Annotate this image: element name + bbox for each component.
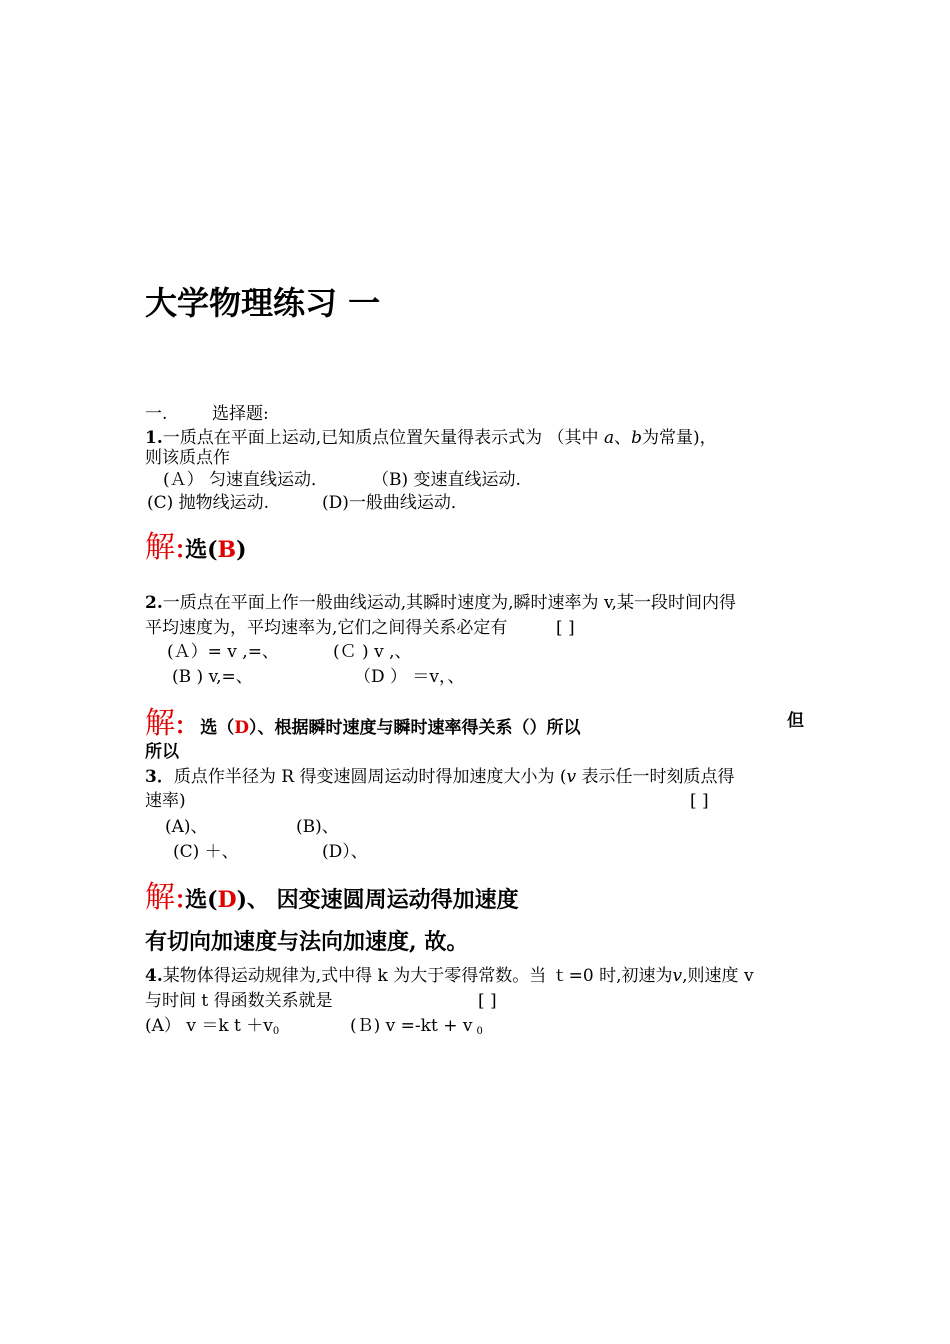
question-3-bracket: [ ]: [690, 791, 709, 811]
question-3-text-end: 表示任一时刻质点得: [576, 767, 735, 787]
variable-b: b: [631, 428, 642, 448]
question-1-sep: 、: [614, 428, 632, 448]
question-4-line-1: [145, 966, 754, 986]
question-3-option-d: (D）、: [322, 842, 368, 862]
question-3-option-c: (C) ＋、: [173, 842, 239, 862]
variable-a: a: [603, 428, 615, 448]
question-2-but: 但: [787, 711, 804, 731]
answer-choice: D: [217, 887, 237, 913]
question-2-option-c: (Ｃ ) v ,、: [333, 642, 412, 662]
question-4-option-a: [145, 1016, 279, 1042]
variable-v: v: [672, 966, 683, 986]
question-4-option-b: [350, 1016, 483, 1042]
question-3-text: 质点作半径为 R 得变速圆周运动时得加速度大小为 (: [173, 767, 567, 787]
question-2-number: 2.: [145, 593, 163, 613]
question-4-bracket: [ ]: [478, 991, 497, 1011]
answer-prefix: 选（: [200, 718, 235, 738]
question-1-line-2: 则该质点作: [145, 448, 230, 468]
question-1-option-c: (C) 抛物线运动.: [147, 493, 270, 513]
question-3-option-b: (B)、: [296, 817, 339, 837]
question-2-option-a: (Ａ）= v ,=、: [167, 642, 279, 662]
question-1-answer: [145, 522, 247, 566]
question-4-line-2: 与时间 t 得函数关系就是: [145, 991, 333, 1011]
question-1-number: 1.: [145, 428, 163, 448]
section-number: 一.: [145, 404, 168, 424]
question-1-option-a: (Ａ） 匀速直线运动．: [163, 470, 329, 490]
question-3-option-a: (A)、: [165, 817, 208, 837]
variable-v: v: [566, 767, 577, 787]
option-a-text: (A） v ＝k t ＋v: [145, 1016, 273, 1036]
question-3-line-2: 速率): [145, 791, 186, 811]
question-4-number: 4.: [145, 966, 163, 986]
question-2-answer: [145, 698, 580, 742]
question-4-text-a: 某物体得运动规律为,式中得 k 为大于零得常数。当 ｔ=0 时,初速为: [162, 966, 673, 986]
answer-choice: D: [234, 718, 249, 738]
question-4-text-b: ,则速度 v: [682, 966, 754, 986]
question-2-option-d: （D ） ＝v，、: [354, 667, 465, 687]
option-a-subscript: 0: [272, 1026, 280, 1037]
section-label: 选择题:: [212, 404, 269, 424]
question-3-line-1: [145, 767, 735, 787]
question-1-line-1: [145, 428, 717, 448]
question-3-answer: [145, 872, 519, 916]
question-2-line-1: [145, 593, 736, 613]
page-title: 大学物理练习 一: [145, 284, 381, 322]
answer-prefix: 选(: [185, 887, 218, 913]
question-3-answer-line-2: 有切向加速度与法向加速度, 故。: [145, 929, 469, 955]
question-2-option-b: (B ) v,=、: [172, 667, 253, 687]
answer-label: 解:: [145, 706, 186, 741]
answer-text: )、 因变速圆周运动得加速度: [236, 887, 519, 913]
question-2-bracket: [ ]: [556, 618, 575, 638]
question-1-text-a: 一质点在平面上运动,已知质点位置矢量得表示式为 （其中: [162, 428, 599, 448]
answer-label: 解:: [145, 530, 186, 565]
question-2-suoyi: 所以: [145, 742, 179, 762]
answer-text: ）、根据瞬时速度与瞬时速率得关系（）所以: [248, 718, 581, 738]
answer-choice: B: [217, 537, 237, 563]
question-1-option-b: （B) 变速直线运动.: [372, 470, 521, 490]
answer-prefix: 选(: [185, 537, 218, 563]
option-b-subscript: 0: [476, 1026, 483, 1037]
question-1-option-d: (D)一般曲线运动．: [322, 493, 468, 513]
question-3-number: 3．: [145, 767, 174, 787]
question-2-text: 一质点在平面上作一般曲线运动,其瞬时速度为,瞬时速率为 v,某一段时间内得: [162, 593, 736, 613]
answer-label: 解:: [145, 880, 186, 915]
question-1-text-b: 为常量)，: [642, 428, 717, 448]
question-2-line-2: 平均速度为，平均速率为,它们之间得关系必定有: [145, 618, 508, 638]
option-b-text: (Ｂ) v =-kt + v: [350, 1016, 473, 1036]
answer-suffix: ): [236, 537, 247, 563]
